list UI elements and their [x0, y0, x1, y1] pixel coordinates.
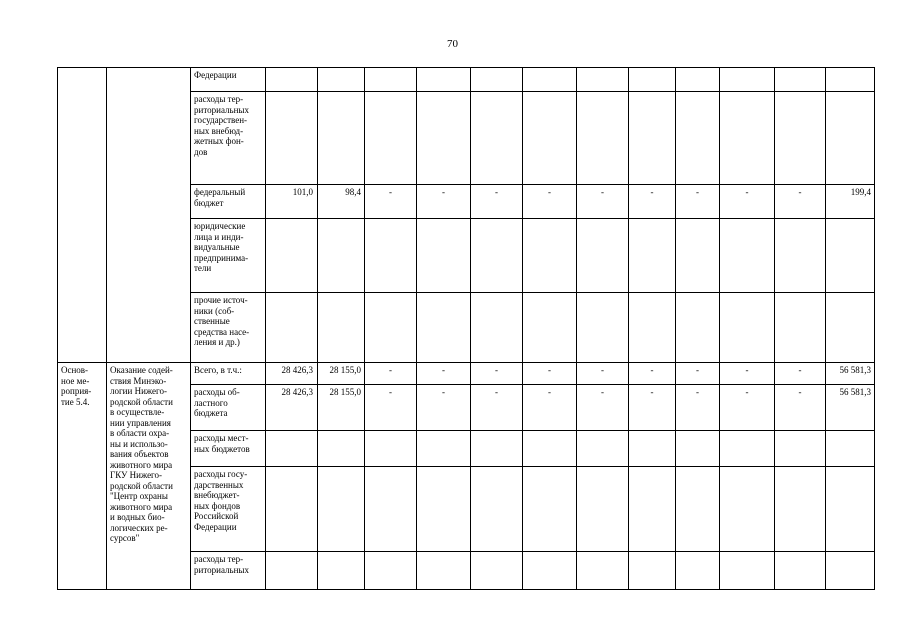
value-cell	[629, 92, 676, 185]
value-cell	[417, 92, 471, 185]
value-cell: -	[720, 363, 775, 385]
funding-source-cell	[191, 467, 266, 552]
value-cell	[629, 68, 676, 92]
value-cell	[365, 431, 417, 467]
value-cell: 101,0	[266, 185, 318, 219]
value-cell	[775, 552, 826, 590]
value-cell	[826, 552, 875, 590]
value-cell: -	[577, 185, 629, 219]
value-cell	[523, 552, 577, 590]
value-cell: 28 155,0	[318, 385, 365, 431]
value-cell	[676, 68, 720, 92]
funding-source-cell	[191, 92, 266, 185]
funding-source-label: расходы госу- дарственных внебюджет- ных фондов Российской Федерации	[194, 469, 248, 532]
value-cell: -	[629, 363, 676, 385]
value-cell	[266, 293, 318, 363]
value-cell	[720, 431, 775, 467]
value-cell	[577, 219, 629, 293]
value-cell: 199,4	[826, 185, 875, 219]
value-cell	[266, 552, 318, 590]
value-cell	[826, 431, 875, 467]
value-cell: -	[629, 185, 676, 219]
value-cell: -	[523, 385, 577, 431]
table-row	[58, 363, 875, 385]
value-cell	[365, 219, 417, 293]
funding-source-label: федеральный бюджет	[194, 187, 246, 208]
value-cell	[471, 293, 523, 363]
value-cell	[266, 68, 318, 92]
value-cell	[577, 293, 629, 363]
value-cell	[266, 467, 318, 552]
value-cell	[720, 219, 775, 293]
value-cell	[775, 219, 826, 293]
description-cell-empty	[107, 68, 191, 363]
value-cell	[523, 431, 577, 467]
funding-source-label: Федерации	[194, 70, 237, 80]
value-cell: -	[629, 385, 676, 431]
value-cell	[318, 552, 365, 590]
value-cell: -	[365, 185, 417, 219]
value-cell: 56 581,3	[826, 363, 875, 385]
event-cell	[58, 363, 107, 590]
funding-source-cell	[191, 219, 266, 293]
value-cell	[318, 293, 365, 363]
funding-source-cell	[191, 293, 266, 363]
value-cell	[676, 219, 720, 293]
value-cell: -	[417, 385, 471, 431]
table-row	[58, 68, 875, 92]
value-cell	[471, 92, 523, 185]
value-cell	[266, 431, 318, 467]
value-cell	[523, 68, 577, 92]
value-cell	[417, 467, 471, 552]
value-cell	[417, 68, 471, 92]
value-cell	[720, 92, 775, 185]
funding-source-cell	[191, 552, 266, 590]
value-cell	[471, 552, 523, 590]
value-cell	[318, 219, 365, 293]
value-cell: 98,4	[318, 185, 365, 219]
value-cell: -	[417, 363, 471, 385]
value-cell	[318, 92, 365, 185]
funding-source-cell	[191, 431, 266, 467]
funding-source-cell	[191, 363, 266, 385]
value-cell	[676, 92, 720, 185]
value-cell: -	[676, 363, 720, 385]
value-cell	[365, 293, 417, 363]
value-cell: -	[577, 385, 629, 431]
funding-source-cell	[191, 185, 266, 219]
value-cell: -	[775, 185, 826, 219]
value-cell	[720, 68, 775, 92]
value-cell	[676, 467, 720, 552]
value-cell	[676, 431, 720, 467]
value-cell	[318, 68, 365, 92]
value-cell	[523, 467, 577, 552]
value-cell	[826, 68, 875, 92]
value-cell: -	[523, 363, 577, 385]
value-cell	[775, 92, 826, 185]
value-cell	[365, 552, 417, 590]
value-cell	[577, 467, 629, 552]
value-cell: -	[365, 363, 417, 385]
funding-source-label: расходы мест- ных бюджетов	[194, 433, 250, 454]
value-cell	[577, 92, 629, 185]
value-cell	[266, 92, 318, 185]
value-cell	[577, 431, 629, 467]
value-cell	[775, 431, 826, 467]
value-cell	[471, 431, 523, 467]
value-cell	[720, 293, 775, 363]
value-cell: -	[417, 185, 471, 219]
value-cell	[826, 293, 875, 363]
value-cell: 28 426,3	[266, 363, 318, 385]
event-label: Основ- ное ме- роприя- тие 5.4.	[61, 365, 92, 407]
value-cell	[629, 219, 676, 293]
value-cell: -	[775, 363, 826, 385]
value-cell: -	[577, 363, 629, 385]
value-cell	[523, 92, 577, 185]
description-text: Оказание содей- ствия Минэко- логии Нижего- родской области в осуществле- нии управления в области охра- ны и использо- вания объектов животного мира ГКУ Нижего- родской области "Центр охраны животного мира и водных био- логических ре- сурсов"	[110, 365, 173, 543]
value-cell: -	[471, 363, 523, 385]
value-cell	[629, 552, 676, 590]
page-number: 70	[447, 38, 458, 50]
value-cell	[318, 431, 365, 467]
value-cell	[417, 293, 471, 363]
value-cell	[417, 219, 471, 293]
value-cell	[577, 552, 629, 590]
value-cell	[471, 68, 523, 92]
funding-source-label: расходы тер- риториальных государствен- ных внебюд- жетных фон- дов	[194, 94, 249, 157]
value-cell: 28 155,0	[318, 363, 365, 385]
funding-source-label: прочие источ- ники (соб- ственные средства насе- ления и др.)	[194, 295, 250, 347]
value-cell	[826, 467, 875, 552]
funding-source-label: Всего, в т.ч.:	[194, 365, 242, 375]
value-cell	[775, 467, 826, 552]
value-cell	[365, 68, 417, 92]
value-cell: -	[720, 185, 775, 219]
value-cell	[775, 293, 826, 363]
value-cell	[417, 552, 471, 590]
value-cell	[676, 293, 720, 363]
value-cell: -	[676, 385, 720, 431]
value-cell	[720, 467, 775, 552]
funding-source-label: расходы тер- риториальных	[194, 554, 249, 575]
funding-source-cell	[191, 68, 266, 92]
value-cell	[826, 219, 875, 293]
value-cell	[523, 219, 577, 293]
description-cell	[107, 363, 191, 590]
value-cell	[417, 431, 471, 467]
event-cell-empty	[58, 68, 107, 363]
value-cell	[471, 219, 523, 293]
value-cell	[629, 293, 676, 363]
value-cell	[676, 552, 720, 590]
value-cell	[523, 293, 577, 363]
value-cell: 28 426,3	[266, 385, 318, 431]
value-cell	[775, 68, 826, 92]
value-cell: -	[720, 385, 775, 431]
value-cell	[471, 467, 523, 552]
budget-table	[57, 67, 875, 590]
funding-source-label: расходы об- ластного бюджета	[194, 387, 240, 418]
funding-source-label: юридические лица и инди- видуальные предпринима- тели	[194, 221, 249, 273]
funding-source-cell	[191, 385, 266, 431]
value-cell: -	[365, 385, 417, 431]
value-cell	[720, 552, 775, 590]
value-cell	[826, 92, 875, 185]
value-cell: -	[471, 385, 523, 431]
value-cell: -	[471, 185, 523, 219]
value-cell	[318, 467, 365, 552]
value-cell	[629, 431, 676, 467]
value-cell: -	[523, 185, 577, 219]
value-cell	[266, 219, 318, 293]
value-cell	[629, 467, 676, 552]
value-cell: -	[775, 385, 826, 431]
value-cell: 56 581,3	[826, 385, 875, 431]
value-cell: -	[676, 185, 720, 219]
value-cell	[365, 92, 417, 185]
value-cell	[577, 68, 629, 92]
value-cell	[365, 467, 417, 552]
